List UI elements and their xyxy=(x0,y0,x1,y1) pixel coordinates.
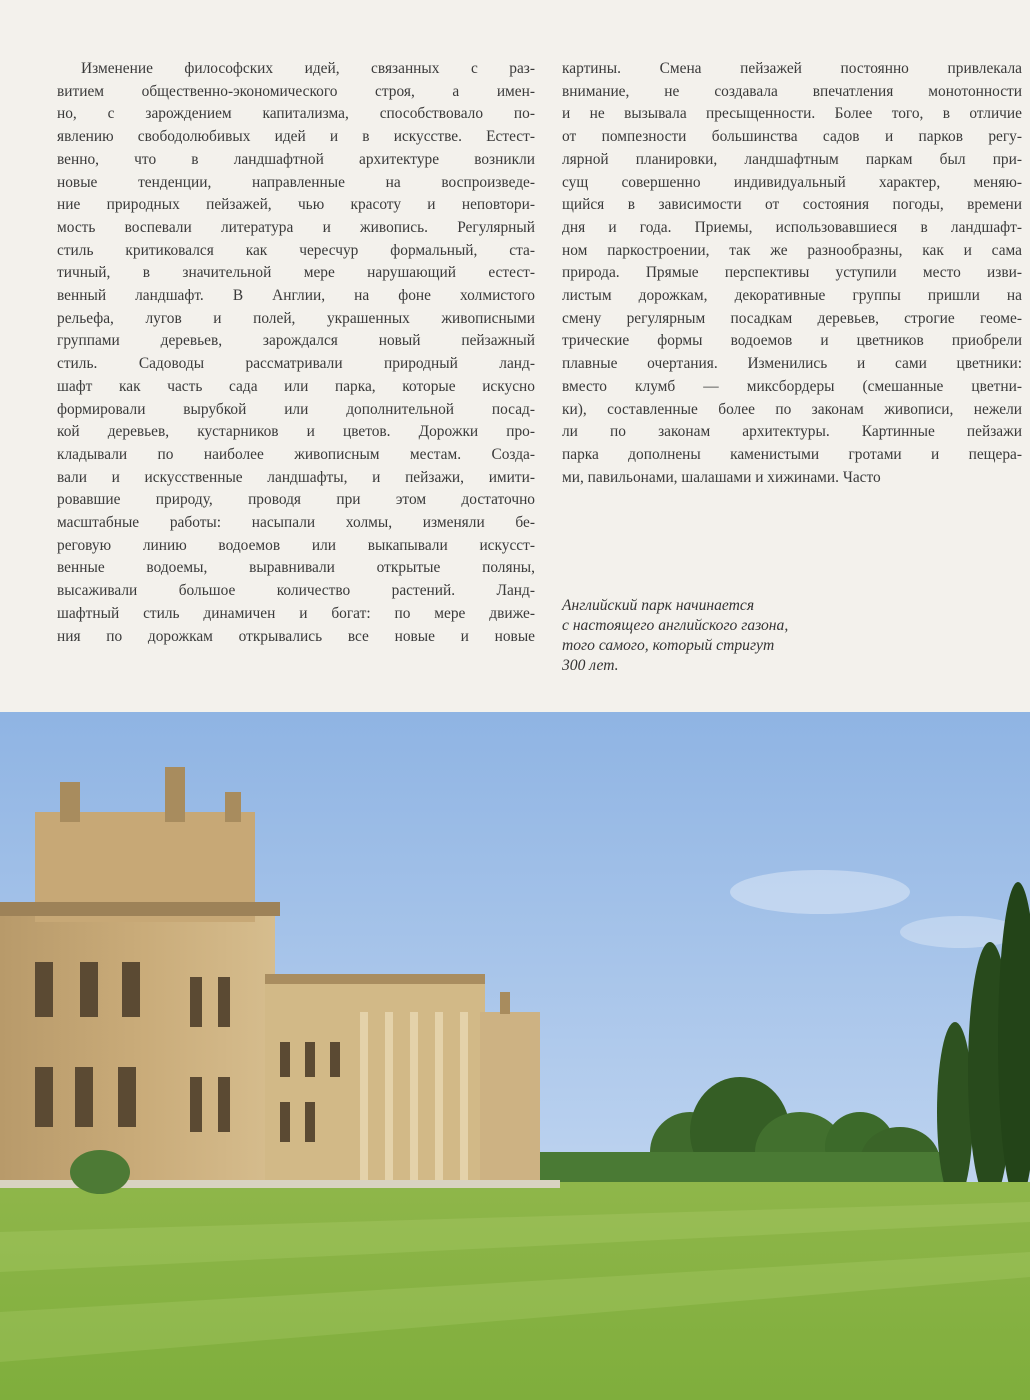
text-line: венные водоемы, выравнивали открытые поляны, xyxy=(57,559,535,577)
text-line: венно, что в ландшафтной архитектуре возникли xyxy=(57,150,535,168)
text-line: сущ совершенно индивидуальный характер, меняю- xyxy=(562,173,1022,191)
text-line: явлению свободолюбивых идей и в искусстве. Естест- xyxy=(57,128,535,146)
text-line: стиль. Садоводы рассматривали природный ланд- xyxy=(57,355,535,373)
text-line: от помпезности большинства садов и парков регу- xyxy=(562,128,1022,146)
text-line: природа. Прямые перспективы уступили место изви- xyxy=(562,264,1022,282)
text-line: мость воспевали литература и живопись. Регулярный xyxy=(57,218,535,236)
text-line: трические формы водоемов и цветников приобрели xyxy=(562,332,1022,350)
text-line: парка дополнены каменистыми гротами и пещера- xyxy=(562,445,1022,463)
text-line: ки), составленные более по законам живописи, нежели xyxy=(562,400,1022,418)
text-line: но, с зарождением капитализма, способствовало по- xyxy=(57,105,535,123)
text-line: группами деревьев, зарождался новый пейзажный xyxy=(57,332,535,350)
cloud xyxy=(900,916,1020,948)
text-line: витием общественно-экономического строя, а имен- xyxy=(57,82,535,100)
text-line: шафт как часть сада или парка, которые искусно xyxy=(57,377,535,395)
text-line: реговую линию водоемов или выкапывали искусст- xyxy=(57,536,535,554)
text-line: ли по законам архитектуры. Картинные пейзажи xyxy=(562,423,1022,441)
text-line: лярной планировки, ландшафтным паркам был при- xyxy=(562,150,1022,168)
text-line: высаживали большое количество растений. Ланд- xyxy=(57,582,535,600)
text-line: новые тенденции, направленные на воспроизведе- xyxy=(57,173,535,191)
text-line: плавные очертания. Изменились и сами цветники: xyxy=(562,355,1022,373)
text-line: Изменение философских идей, связанных с раз- xyxy=(81,60,535,77)
caption-line: Английский парк начинается xyxy=(562,597,755,614)
text-line: внимание, не создавала впечатления монотонности xyxy=(562,82,1022,100)
text-line: кой деревьев, кустарников и цветов. Дорожки про- xyxy=(57,423,535,441)
text-line: ние природных пейзажей, чью красоту и неповтори- xyxy=(57,196,535,214)
caption-line: с настоящего английского газона, xyxy=(562,617,789,634)
text-line: вместо клумб — миксбордеры (смешанные цветни- xyxy=(562,377,1022,395)
text-line: рельефа, лугов и полей, украшенных живописными xyxy=(57,309,535,327)
text-line: щийся в зависимости от состояния погоды, времени xyxy=(562,196,1022,214)
text-line: формировали вырубкой или дополнительной посад- xyxy=(57,400,535,418)
text-line: ном паркостроении, так же разнообразны, как и сама xyxy=(562,241,1022,259)
left-text-column xyxy=(57,58,535,648)
photo-caption xyxy=(562,596,892,676)
text-line: дня и года. Приемы, использовавшиеся в ландшафт- xyxy=(562,218,1022,236)
text-line: венный ландшафт. В Англии, на фоне холмистого xyxy=(57,287,535,305)
text-line: ми, павильонами, шалашами и хижинами. Часто xyxy=(562,468,881,486)
text-line: кладывали по наиболее живописным местам. Созда- xyxy=(57,445,535,463)
text-line: вали и искусственные ландшафты, и пейзажи, имити- xyxy=(57,468,535,486)
text-line: и не вызывала пресыщенности. Более того, в отличие xyxy=(562,105,1022,123)
text-line: ния по дорожкам открывались все новые и новые xyxy=(57,627,535,645)
text-line: картины. Смена пейзажей постоянно привлекала xyxy=(562,60,1022,77)
shrub xyxy=(70,1150,130,1194)
caption-line: того самого, который стригут xyxy=(562,637,775,654)
caption-line: 300 лет. xyxy=(562,657,619,674)
right-text-column xyxy=(562,58,1022,489)
text-line: стиль критиковался как чересчур формальный, ста- xyxy=(57,241,535,259)
cloud xyxy=(730,870,910,914)
text-line: листым дорожкам, декоративные группы пришли на xyxy=(562,287,1022,305)
text-line: смену регулярным посадкам деревьев, строгие геоме- xyxy=(562,309,1022,327)
text-line: ровавшие природу, проводя при этом достаточно xyxy=(57,491,535,509)
text-line: шафтный стиль динамичен и богат: по мере движе- xyxy=(57,604,535,622)
text-line: тичный, в значительной мере нарушающий естест- xyxy=(57,264,535,282)
palace-lawn-photo xyxy=(0,712,1030,1400)
text-line: масштабные работы: насыпали холмы, изменяли бе- xyxy=(57,514,535,532)
